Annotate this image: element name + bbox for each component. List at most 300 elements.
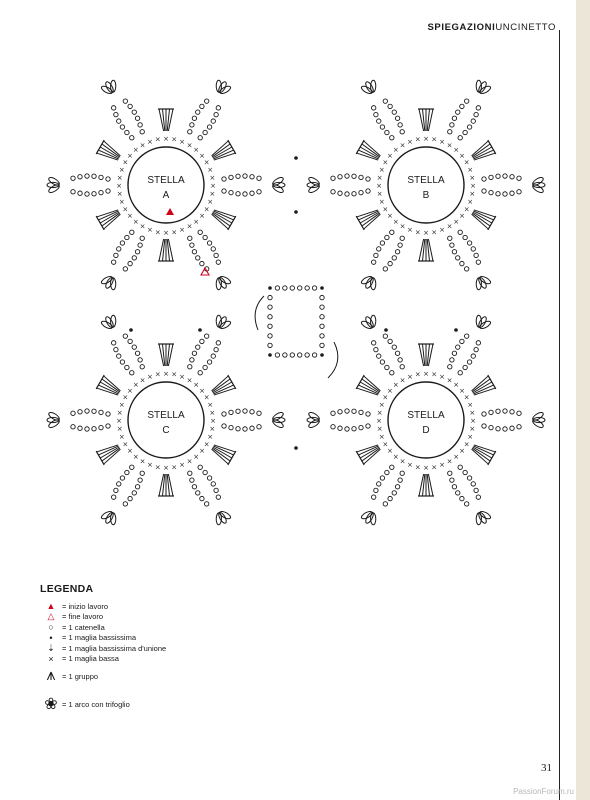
chain-stitch bbox=[496, 427, 500, 431]
stitch-cross: × bbox=[382, 205, 389, 214]
stitch-cross: × bbox=[459, 447, 465, 456]
legend-item bbox=[40, 633, 300, 644]
chain-stitch bbox=[517, 176, 521, 180]
trefoil-petal bbox=[308, 176, 321, 187]
legend bbox=[40, 583, 300, 720]
trefoil-petal bbox=[48, 176, 61, 187]
chain-stitch bbox=[374, 112, 378, 116]
stitch-cross: × bbox=[446, 376, 453, 385]
chain-stitch bbox=[471, 247, 475, 251]
chain-stitch bbox=[338, 410, 342, 414]
chain-stitch bbox=[503, 409, 507, 413]
stitch-cross: × bbox=[463, 205, 470, 214]
chain-stitch bbox=[517, 190, 521, 194]
chain-stitch bbox=[188, 471, 192, 475]
stitch-group-line bbox=[102, 144, 120, 157]
trefoil-petal bbox=[479, 320, 492, 330]
stitch-cross: × bbox=[467, 198, 474, 207]
chain-stitch bbox=[204, 99, 208, 103]
stitch-cross: × bbox=[423, 135, 429, 143]
chain-stitch bbox=[132, 256, 136, 260]
section-header bbox=[428, 22, 557, 33]
trefoil-petal bbox=[364, 511, 375, 524]
chain-stitch bbox=[298, 286, 302, 290]
chain-stitch bbox=[331, 176, 335, 180]
chain-stitch bbox=[380, 241, 384, 245]
stitch-cross: × bbox=[439, 372, 446, 381]
chain-stitch bbox=[331, 190, 335, 194]
stitch-cross: × bbox=[116, 425, 123, 434]
trefoil-petal bbox=[308, 411, 321, 422]
chain-stitch bbox=[320, 315, 324, 319]
stitch-cross: × bbox=[127, 447, 133, 456]
stitch-cross: × bbox=[207, 433, 214, 442]
stitch-cross: × bbox=[118, 198, 125, 207]
stitch-cross: × bbox=[146, 226, 153, 235]
chain-stitch bbox=[448, 130, 452, 134]
chain-stitch bbox=[380, 360, 384, 364]
chain-stitch bbox=[517, 425, 521, 429]
chain-stitch bbox=[467, 241, 471, 245]
chain-stitch bbox=[448, 365, 452, 369]
chain-stitch bbox=[99, 175, 103, 179]
stitch-group-line bbox=[212, 213, 230, 226]
stitch-cross: × bbox=[132, 453, 139, 462]
stitch-cross: × bbox=[406, 461, 413, 470]
stitch-cross: × bbox=[154, 135, 161, 144]
chain-stitch bbox=[190, 123, 194, 127]
stitch-cross: × bbox=[459, 151, 465, 160]
legend-symbol-icon: ⩚ bbox=[46, 667, 56, 684]
chain-stitch bbox=[482, 424, 486, 428]
legend-label: = inizio lavoro bbox=[62, 601, 109, 611]
star-letter: B bbox=[422, 190, 430, 201]
stitch-cross: × bbox=[122, 205, 129, 214]
chain-stitch bbox=[78, 410, 82, 414]
trefoil-petal bbox=[219, 510, 232, 520]
chain-stitch bbox=[366, 177, 370, 181]
stitch-group-line bbox=[472, 213, 490, 226]
stitch-cross: × bbox=[116, 182, 122, 190]
chain-stitch bbox=[352, 174, 356, 178]
chain-stitch bbox=[216, 341, 220, 345]
chain-stitch bbox=[216, 106, 220, 110]
slip-stitch bbox=[268, 286, 272, 290]
stitch-cross: × bbox=[203, 393, 210, 402]
chain-stitch bbox=[140, 365, 144, 369]
stitch-cross: × bbox=[406, 372, 413, 381]
chain-stitch bbox=[305, 286, 309, 290]
stitch-group-line bbox=[362, 213, 380, 226]
star-motif bbox=[47, 80, 285, 290]
chain-stitch bbox=[140, 471, 144, 475]
chain-stitch bbox=[123, 334, 127, 338]
stitch-group-line bbox=[472, 379, 490, 392]
chain-stitch bbox=[204, 502, 208, 506]
chain-stitch bbox=[450, 358, 454, 362]
stitch-cross: × bbox=[199, 447, 205, 456]
trefoil-petal bbox=[360, 320, 373, 330]
stitch-cross: × bbox=[139, 457, 146, 466]
chain-stitch bbox=[123, 502, 127, 506]
stitch-group-line bbox=[102, 448, 120, 461]
trefoil-petal bbox=[360, 85, 373, 95]
chain-stitch bbox=[458, 230, 462, 234]
start-marker-icon bbox=[166, 208, 174, 215]
chain-stitch bbox=[198, 136, 202, 140]
chain-stitch bbox=[398, 478, 402, 482]
chain-stitch bbox=[125, 470, 129, 474]
trefoil-petal bbox=[217, 511, 228, 524]
chain-stitch bbox=[352, 409, 356, 413]
chain-stitch bbox=[207, 241, 211, 245]
stitch-cross: × bbox=[423, 464, 429, 472]
chain-stitch bbox=[111, 495, 115, 499]
chain-stitch bbox=[448, 471, 452, 475]
stitch-cross: × bbox=[406, 226, 413, 235]
chain-stitch bbox=[312, 353, 316, 357]
chain-stitch bbox=[510, 426, 514, 430]
chain-stitch bbox=[203, 235, 207, 239]
chain-stitch bbox=[236, 427, 240, 431]
stitch-cross: × bbox=[392, 380, 399, 389]
chain-stitch bbox=[135, 351, 139, 355]
chain-stitch bbox=[345, 174, 349, 178]
chain-stitch bbox=[312, 286, 316, 290]
chain-stitch bbox=[128, 496, 132, 500]
chain-stitch bbox=[392, 345, 396, 349]
chain-stitch bbox=[123, 267, 127, 271]
chain-stitch bbox=[78, 175, 82, 179]
stitch-cross: × bbox=[209, 408, 216, 417]
chain-stitch bbox=[114, 347, 118, 351]
header-bold: SPIEGAZIONI bbox=[427, 22, 496, 33]
stitch-cross: × bbox=[446, 457, 453, 466]
chain-stitch bbox=[489, 190, 493, 194]
stitch-cross: × bbox=[376, 173, 383, 182]
chain-stitch bbox=[140, 130, 144, 134]
chain-stitch bbox=[222, 189, 226, 193]
legend-label: = fine lavoro bbox=[62, 612, 104, 622]
stitch-cross: × bbox=[127, 151, 133, 160]
stitch-cross: × bbox=[127, 386, 133, 395]
chain-stitch bbox=[120, 241, 124, 245]
chain-stitch bbox=[229, 425, 233, 429]
chain-stitch bbox=[338, 191, 342, 195]
trefoil-petal bbox=[217, 316, 228, 329]
chain-stitch bbox=[460, 339, 464, 343]
join-slip-stitch bbox=[454, 328, 458, 332]
stitch-cross: × bbox=[193, 145, 200, 154]
chain-stitch bbox=[92, 174, 96, 178]
page-edge-strip bbox=[576, 0, 590, 800]
chain-stitch bbox=[489, 425, 493, 429]
chain-stitch bbox=[395, 116, 399, 120]
stitch-cross: × bbox=[209, 190, 216, 199]
header-light: UNCINETTO bbox=[495, 22, 556, 33]
star-title: STELLA bbox=[147, 175, 185, 186]
chain-stitch bbox=[385, 235, 389, 239]
chain-stitch bbox=[390, 136, 394, 140]
chain-stitch bbox=[482, 177, 486, 181]
trefoil-petal bbox=[104, 511, 115, 524]
chain-stitch bbox=[452, 351, 456, 355]
stitch-cross: × bbox=[163, 370, 169, 378]
stitch-cross: × bbox=[146, 372, 153, 381]
chain-stitch bbox=[268, 315, 272, 319]
chain-stitch bbox=[510, 191, 514, 195]
legend-symbol-icon: △ bbox=[47, 611, 55, 622]
chain-stitch bbox=[128, 339, 132, 343]
legend-label: = 1 gruppo bbox=[62, 671, 99, 681]
stitch-cross: × bbox=[469, 190, 476, 199]
stitch-cross: × bbox=[139, 222, 146, 231]
chain-stitch bbox=[398, 243, 402, 247]
stitch-cross: × bbox=[414, 370, 421, 379]
chain-stitch bbox=[222, 177, 226, 181]
stitch-cross: × bbox=[193, 380, 200, 389]
chain-stitch bbox=[99, 410, 103, 414]
stitch-cross: × bbox=[186, 222, 193, 231]
chain-stitch bbox=[120, 476, 124, 480]
stitch-cross: × bbox=[203, 440, 210, 449]
chain-stitch bbox=[196, 110, 200, 114]
stitch-cross: × bbox=[414, 135, 421, 144]
chain-stitch bbox=[517, 411, 521, 415]
chain-stitch bbox=[380, 125, 384, 129]
stitch-group-line bbox=[362, 144, 380, 157]
chain-stitch bbox=[320, 343, 324, 347]
stitch-cross: × bbox=[446, 141, 453, 150]
trefoil-petal bbox=[217, 81, 228, 94]
chain-stitch bbox=[458, 465, 462, 469]
stitch-cross: × bbox=[399, 141, 406, 150]
chain-stitch bbox=[463, 130, 467, 134]
chain-stitch bbox=[503, 427, 507, 431]
chain-stitch bbox=[383, 502, 387, 506]
stitch-cross: × bbox=[392, 453, 399, 462]
stitch-cross: × bbox=[209, 173, 216, 182]
chain-stitch bbox=[474, 347, 478, 351]
chain-stitch bbox=[117, 247, 121, 251]
trefoil-petal bbox=[364, 81, 375, 94]
chain-stitch bbox=[243, 192, 247, 196]
stitch-cross: × bbox=[453, 380, 460, 389]
chain-stitch bbox=[120, 360, 124, 364]
stitch-cross: × bbox=[186, 457, 193, 466]
chain-stitch bbox=[200, 339, 204, 343]
trefoil-petal bbox=[360, 510, 373, 520]
chain-stitch bbox=[203, 470, 207, 474]
star-title: STELLA bbox=[407, 175, 445, 186]
stitch-cross: × bbox=[132, 218, 139, 227]
chain-stitch bbox=[496, 409, 500, 413]
chain-stitch bbox=[385, 365, 389, 369]
stitch-cross: × bbox=[470, 182, 476, 190]
chain-stitch bbox=[383, 334, 387, 338]
chain-stitch bbox=[366, 412, 370, 416]
chain-stitch bbox=[464, 502, 468, 506]
chain-stitch bbox=[371, 495, 375, 499]
legend-item bbox=[40, 688, 300, 720]
legend-symbol-icon: × bbox=[48, 653, 54, 664]
chain-stitch bbox=[395, 485, 399, 489]
trefoil-petal bbox=[100, 320, 113, 330]
chain-stitch bbox=[290, 353, 294, 357]
stitch-cross: × bbox=[193, 453, 200, 462]
chain-stitch bbox=[450, 478, 454, 482]
chain-stitch bbox=[229, 410, 233, 414]
chain-stitch bbox=[135, 116, 139, 120]
chain-stitch bbox=[338, 175, 342, 179]
chain-stitch bbox=[377, 247, 381, 251]
chain-stitch bbox=[463, 235, 467, 239]
chain-stitch bbox=[222, 412, 226, 416]
trefoil-petal bbox=[360, 275, 373, 285]
stitch-group-line bbox=[472, 144, 490, 157]
stitch-group-line bbox=[362, 379, 380, 392]
chain-stitch bbox=[464, 267, 468, 271]
chain-stitch bbox=[190, 478, 194, 482]
chain-stitch bbox=[345, 192, 349, 196]
chain-stitch bbox=[305, 353, 309, 357]
chain-stitch bbox=[385, 130, 389, 134]
legend-symbol-icon: ▲ bbox=[46, 601, 56, 612]
chain-stitch bbox=[106, 412, 110, 416]
chain-stitch bbox=[128, 261, 132, 265]
chain-stitch bbox=[211, 119, 215, 123]
stitch-cross: × bbox=[163, 135, 169, 143]
trefoil-petal bbox=[271, 183, 284, 194]
chain-stitch bbox=[385, 470, 389, 474]
chain-stitch bbox=[92, 409, 96, 413]
chain-stitch bbox=[214, 253, 218, 257]
chain-stitch bbox=[395, 351, 399, 355]
chain-stitch bbox=[125, 235, 129, 239]
stitch-cross: × bbox=[382, 393, 389, 402]
stitch-cross: × bbox=[382, 158, 389, 167]
chain-stitch bbox=[390, 230, 394, 234]
stitch-cross: × bbox=[439, 226, 446, 235]
stitch-cross: × bbox=[199, 386, 205, 395]
stitch-cross: × bbox=[378, 198, 385, 207]
chain-stitch bbox=[250, 410, 254, 414]
stitch-cross: × bbox=[376, 417, 382, 425]
chain-stitch bbox=[496, 192, 500, 196]
stitch-cross: × bbox=[146, 461, 153, 470]
chain-stitch bbox=[114, 253, 118, 257]
trefoil-petal bbox=[477, 316, 488, 329]
chain-stitch bbox=[257, 190, 261, 194]
chain-stitch bbox=[458, 371, 462, 375]
chain-stitch bbox=[207, 360, 211, 364]
chain-stitch bbox=[489, 410, 493, 414]
chain-stitch bbox=[283, 286, 287, 290]
chain-stitch bbox=[203, 130, 207, 134]
chain-stitch bbox=[214, 112, 218, 116]
chain-stitch bbox=[106, 424, 110, 428]
stitch-cross: × bbox=[463, 440, 470, 449]
chain-stitch bbox=[392, 256, 396, 260]
chain-stitch bbox=[198, 465, 202, 469]
stitch-cross: × bbox=[376, 182, 382, 190]
chain-stitch bbox=[474, 253, 478, 257]
trefoil-petal bbox=[100, 510, 113, 520]
trefoil-petal bbox=[479, 85, 492, 95]
chain-stitch bbox=[496, 174, 500, 178]
stitch-group-line bbox=[472, 448, 490, 461]
chain-stitch bbox=[374, 488, 378, 492]
chain-stitch bbox=[290, 286, 294, 290]
chain-stitch bbox=[460, 261, 464, 265]
chain-stitch bbox=[476, 260, 480, 264]
stitch-cross: × bbox=[470, 417, 476, 425]
stitch-cross: × bbox=[179, 226, 186, 235]
stitch-cross: × bbox=[163, 229, 169, 237]
chain-stitch bbox=[71, 176, 75, 180]
chain-stitch bbox=[388, 339, 392, 343]
stitch-group-line bbox=[362, 448, 380, 461]
chain-stitch bbox=[200, 104, 204, 108]
chain-stitch bbox=[377, 119, 381, 123]
stitch-cross: × bbox=[387, 386, 393, 395]
stitch-cross: × bbox=[431, 370, 438, 379]
stitch-cross: × bbox=[210, 417, 216, 425]
trefoil-petal bbox=[271, 418, 284, 429]
chain-stitch bbox=[71, 411, 75, 415]
stitch-cross: × bbox=[186, 376, 193, 385]
chain-stitch bbox=[489, 175, 493, 179]
chain-stitch bbox=[331, 411, 335, 415]
stitch-cross: × bbox=[116, 408, 123, 417]
chain-stitch bbox=[390, 371, 394, 375]
chain-stitch bbox=[120, 125, 124, 129]
chain-stitch bbox=[268, 324, 272, 328]
chain-stitch bbox=[135, 250, 139, 254]
stitch-cross: × bbox=[171, 228, 178, 237]
stitch-cross: × bbox=[431, 228, 438, 237]
join-slip-stitch bbox=[294, 210, 298, 214]
stitch-cross: × bbox=[171, 463, 178, 472]
chain-stitch bbox=[298, 353, 302, 357]
chain-stitch bbox=[211, 247, 215, 251]
chain-stitch bbox=[450, 123, 454, 127]
chain-stitch bbox=[452, 116, 456, 120]
stitch-cross: × bbox=[378, 400, 385, 409]
chain-stitch bbox=[283, 353, 287, 357]
stitch-cross: × bbox=[171, 370, 178, 379]
chain-stitch bbox=[374, 253, 378, 257]
chain-stitch bbox=[400, 365, 404, 369]
chain-stitch bbox=[345, 427, 349, 431]
stitch-cross: × bbox=[423, 370, 429, 378]
star-title: STELLA bbox=[147, 410, 185, 421]
chain-stitch bbox=[130, 465, 134, 469]
chain-stitch bbox=[320, 295, 324, 299]
chain-stitch bbox=[460, 104, 464, 108]
trefoil-petal bbox=[531, 418, 544, 429]
stitch-cross: × bbox=[209, 425, 216, 434]
stitch-cross: × bbox=[406, 137, 413, 146]
chain-stitch bbox=[352, 427, 356, 431]
chain-stitch bbox=[125, 130, 129, 134]
chain-stitch bbox=[371, 341, 375, 345]
chain-stitch bbox=[196, 345, 200, 349]
chain-stitch bbox=[383, 99, 387, 103]
chain-stitch bbox=[510, 410, 514, 414]
chain-stitch bbox=[448, 236, 452, 240]
trefoil-petal bbox=[531, 183, 544, 194]
